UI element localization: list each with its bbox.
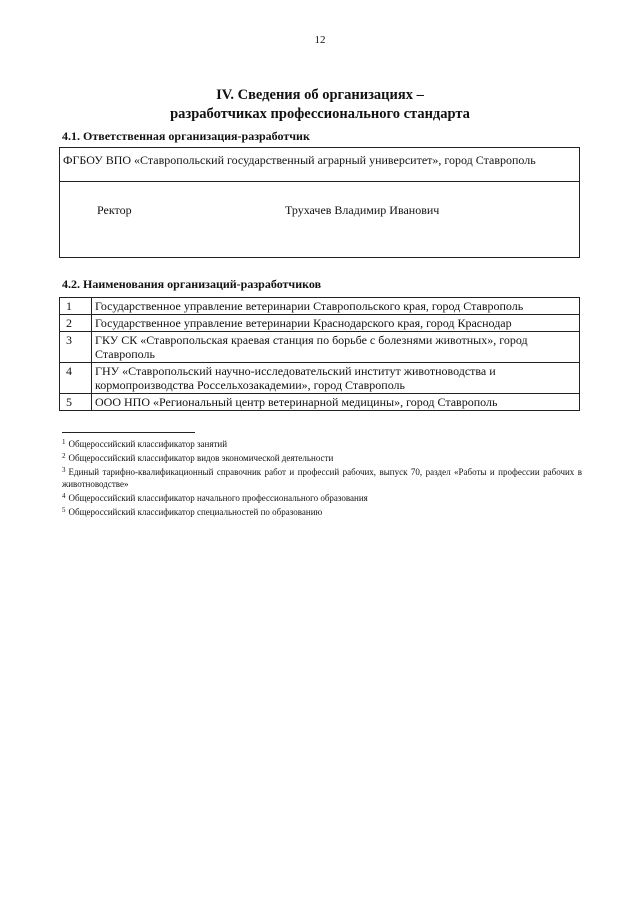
organization-name: ГНУ «Ставропольский научно-исследовательский институт животноводства и кормопроизводства Россельхозакадемии», город Ставрополь (92, 363, 580, 394)
row-number: 1 (60, 298, 92, 315)
footnote-mark: 3 (62, 466, 66, 474)
footnote-mark: 4 (62, 492, 66, 500)
footnote-5 (62, 504, 582, 518)
rector-name: Трухачев Владимир Иванович (285, 203, 440, 217)
footnote-mark: 5 (62, 506, 66, 514)
organization-name: ООО НПО «Региональный центр ветеринарной медицины», город Ставрополь (92, 394, 580, 411)
section-title-line-1: IV. Сведения об организациях – (216, 87, 424, 103)
row-number: 2 (60, 315, 92, 332)
footnote-text: Единый тарифно-квалификационный справочник работ и профессий рабочих, выпуск 70, раздел «Работы и профессии рабочих в животноводстве» (62, 467, 582, 489)
responsible-org-heading: 4.1. Ответственная организация-разработчик (62, 129, 310, 143)
row-number: 3 (60, 332, 92, 363)
responsible-org-name: ФГБОУ ВПО «Ставропольский государственный аграрный университет», город Ставрополь (63, 153, 536, 167)
footnotes (62, 436, 582, 518)
row-number: 4 (60, 363, 92, 394)
table-row (60, 315, 580, 332)
table-row (60, 332, 580, 363)
table-row (60, 298, 580, 315)
footnote-text: Общероссийский классификатор специальностей по образованию (68, 507, 323, 517)
table-row (60, 394, 580, 411)
footnote-text: Общероссийский классификатор начального профессионального образования (68, 493, 368, 503)
footnote-2 (62, 450, 582, 464)
footnote-text: Общероссийский классификатор занятий (68, 439, 228, 449)
page-number: 12 (314, 34, 326, 46)
developers-table (59, 297, 580, 411)
organization-name: Государственное управление ветеринарии Краснодарского края, город Краснодар (92, 315, 580, 332)
rector-position: Ректор (97, 203, 132, 217)
footnote-mark: 2 (62, 452, 66, 460)
table-row (60, 363, 580, 394)
footnote-mark: 1 (62, 438, 66, 446)
footnote-separator (62, 432, 195, 433)
section-title-line-2: разработчиках профессионального стандарта (170, 106, 470, 122)
organization-name: ГКУ СК «Ставропольская краевая станция по борьбе с болезнями животных», город Ставрополь (92, 332, 580, 363)
developers-heading: 4.2. Наименования организаций-разработчиков (62, 277, 322, 291)
footnote-1 (62, 436, 582, 450)
footnote-4 (62, 490, 582, 504)
footnote-3 (62, 464, 582, 490)
row-number: 5 (60, 394, 92, 411)
organization-name: Государственное управление ветеринарии Ставропольского края, город Ставрополь (92, 298, 580, 315)
section-title (0, 86, 640, 124)
org-box-divider (60, 181, 579, 182)
responsible-org-box (59, 147, 580, 258)
footnote-text: Общероссийский классификатор видов экономической деятельности (68, 453, 334, 463)
